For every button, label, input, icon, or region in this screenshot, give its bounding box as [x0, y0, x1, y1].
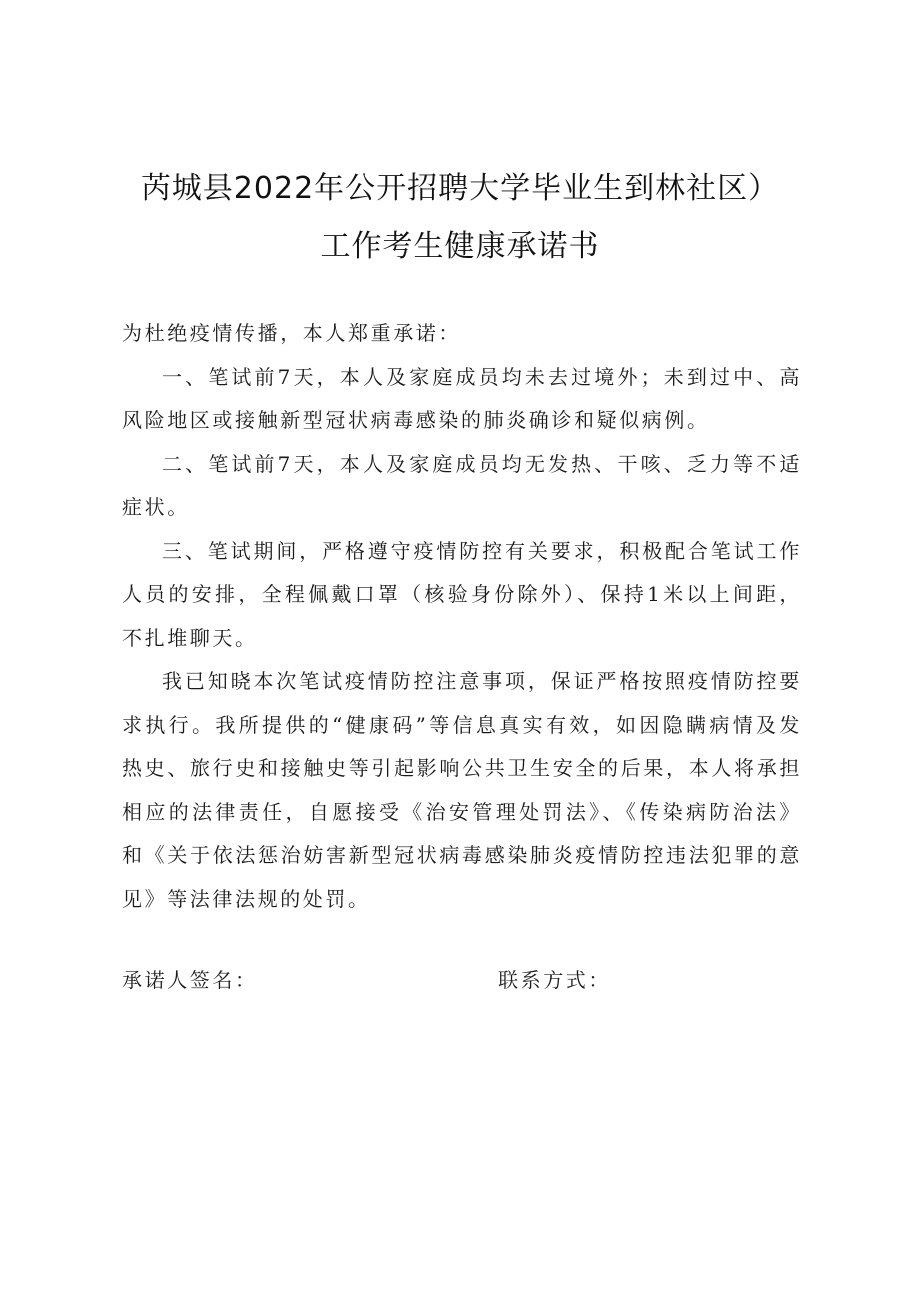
title-line-1: 芮城县2022年公开招聘大学毕业生到林社区）: [140, 171, 780, 206]
document-body: [122, 312, 802, 921]
intro-paragraph: 为杜绝疫情传播，本人郑重承诺：: [122, 321, 461, 345]
commitment-paragraph-3: 三、笔试期间，严格遵守疫情防控有关要求，积极配合笔试工作人员的安排，全程佩戴口罩（核验身份除外）、保持1米以上间距，不扎堆聊天。: [122, 538, 802, 650]
contact-label: 联系方式：: [498, 968, 611, 992]
title-line-2: 工作考生健康承诺书: [320, 229, 600, 264]
document-title: [0, 160, 920, 276]
commitment-paragraph-2: 二、笔试前7天，本人及家庭成员均无发热、干咳、乏力等不适症状。: [122, 451, 802, 519]
commitment-paragraph-1: 一、笔试前7天，本人及家庭成员均未去过境外；未到过中、高风险地区或接触新型冠状病毒感染的肺炎确诊和疑似病例。: [122, 364, 802, 432]
signature-row: [122, 958, 802, 1002]
declaration-paragraph: 我已知晓本次笔试疫情防控注意事项，保证严格按照疫情防控要求执行。我所提供的“健康码”等信息真实有效，如因隐瞒病情及发热史、旅行史和接触史等引起影响公共卫生安全的后果，本人将承担相应的法律责任，自愿接受《治安管理处罚法》、《传染病防治法》和《关于依法惩治妨害新型冠状病毒感染肺炎疫情防控违法犯罪的意见》等法律法规的处罚。: [122, 669, 802, 911]
signature-label: 承诺人签名：: [122, 968, 258, 992]
